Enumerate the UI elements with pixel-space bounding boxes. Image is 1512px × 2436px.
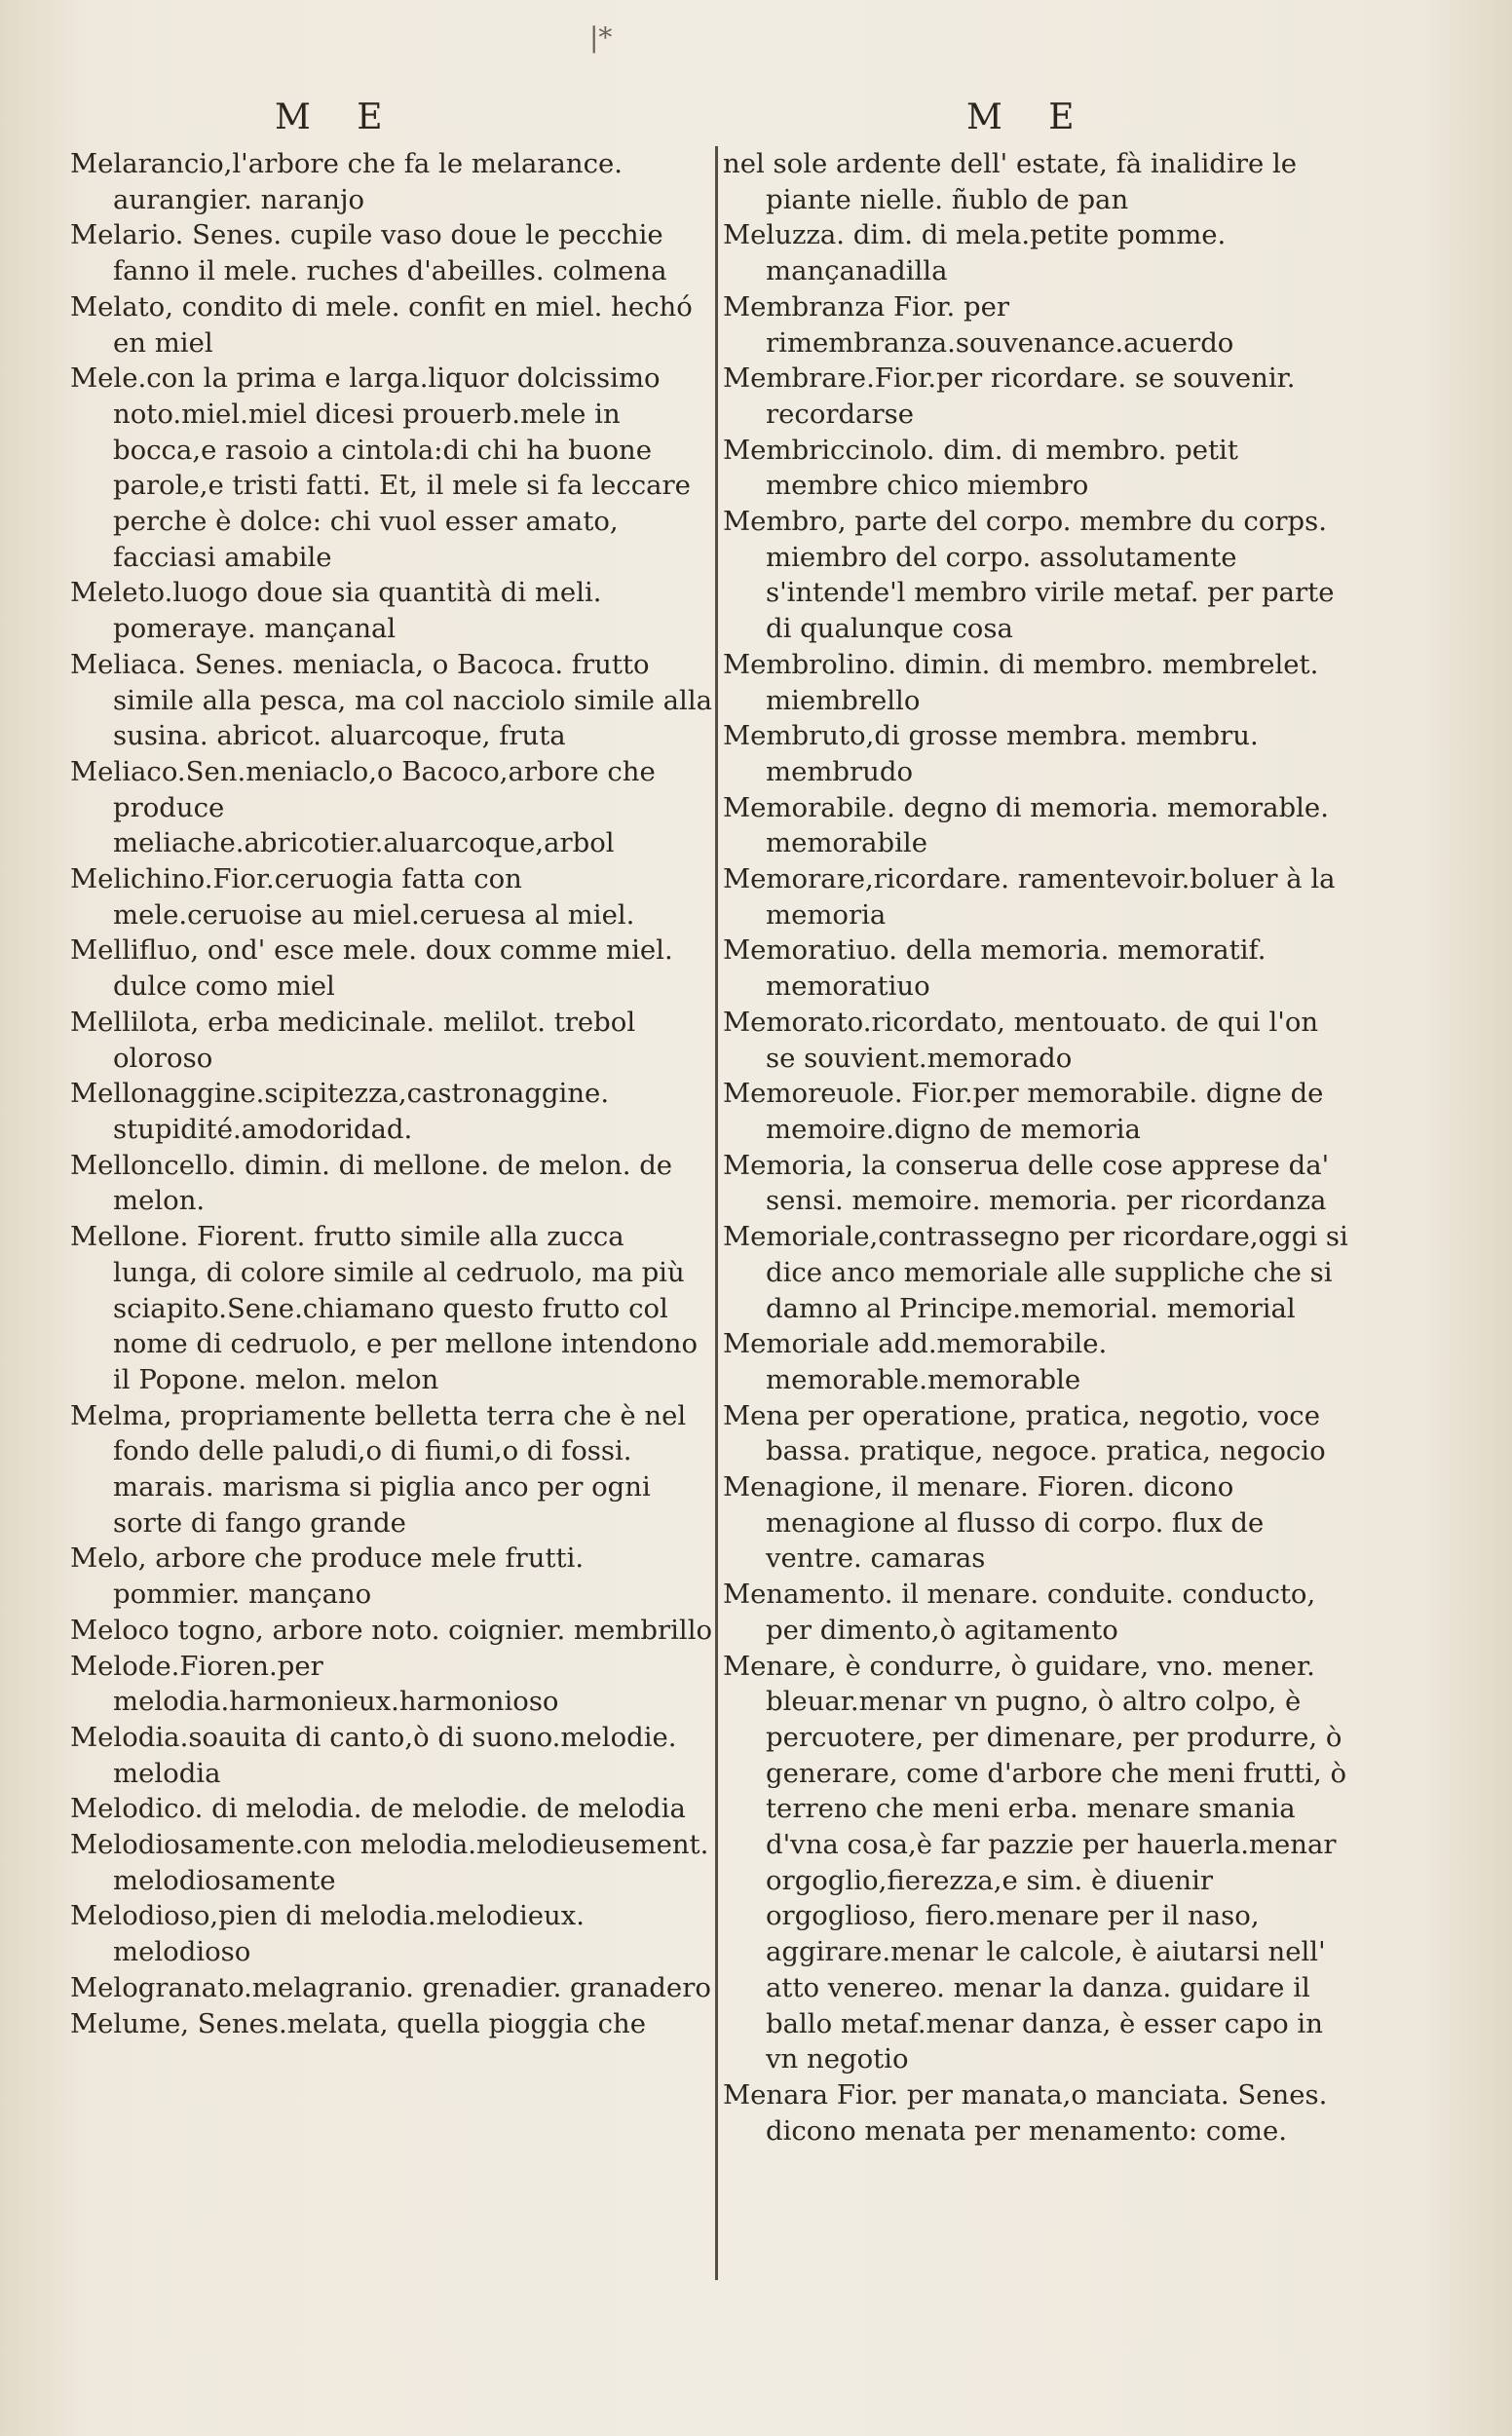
dictionary-entry: Melodiosamente.con melodia.melodieusement. melodiosamente xyxy=(70,1829,709,1896)
dictionary-entry: Melogranato.melagranio. grenadier. granadero xyxy=(70,1971,711,2003)
dictionary-entry: Melichino.Fior.ceruogia fatta con mele.ceruoise au miel.ceruesa al miel. xyxy=(70,863,635,931)
dictionary-entry: Membriccinolo. dim. di membro. petit membre chico miembro xyxy=(723,434,1238,502)
dictionary-entry: Meleto.luogo doue sia quantità di meli. pomeraye. mançanal xyxy=(70,577,602,645)
dictionary-entry: Memorabile. degno di memoria. memorable. memorabile xyxy=(723,791,1329,859)
dictionary-entry: Melode.Fioren.per melodia.harmonieux.harmonioso xyxy=(70,1650,559,1718)
dictionary-entry: Melodioso,pien di melodia.melodieux. melodioso xyxy=(70,1900,585,1968)
dictionary-entry: Memoria, la conserua delle cose apprese da' sensi. memoire. memoria. per ricordanza xyxy=(723,1149,1330,1217)
right-running-header: M E xyxy=(966,97,1092,137)
dictionary-entry: Melo, arbore che produce mele frutti. pommier. mançano xyxy=(70,1542,585,1611)
dictionary-entry: Melume, Senes.melata, quella pioggia che xyxy=(70,2007,646,2039)
top-mark: |* xyxy=(589,21,613,54)
dictionary-entry: Menare, è condurre, ò guidare, vno. mener. bleuar.menar vn pugno, ò altro colpo, è percuotere, per dimenare, per produrre, ò generare, come d'arbore che meni frutti, ò terreno che meni erba. menare smania d'vna cosa,è far pazzie per hauerla.menar orgoglio,fierezza,e sim. è diuenir orgoglioso, fiero.menare per il naso, aggirare.menar le calcole, è aiutarsi nell' atto venereo. menar la danza. guidare il ballo metaf.menar danza, è esser capo in vn negotio xyxy=(723,1650,1347,2075)
dictionary-entry: Membranza Fior. per rimembranza.souvenance.acuerdo xyxy=(723,290,1234,359)
dictionary-entry: Membrolino. dimin. di membro. membrelet. miembrello xyxy=(723,648,1319,716)
column-divider xyxy=(715,146,718,2280)
dictionary-entry: Mena per operatione, pratica, negotio, voce bassa. pratique, negoce. pratica, negocio xyxy=(723,1399,1326,1467)
dictionary-entry: Melma, propriamente belletta terra che è nel fondo delle paludi,o di fiumi,o di fossi. marais. marisma si piglia anco per ogni sorte di fango grande xyxy=(70,1399,687,1539)
left-running-header: M E xyxy=(275,97,400,137)
dictionary-entry: Memorato.ricordato, mentouato. de qui l'on se souvient.memorado xyxy=(723,1006,1319,1074)
dictionary-entry: Menamento. il menare. conduite. conducto, per dimento,ò agitamento xyxy=(723,1579,1316,1646)
dictionary-entry: Memoriale,contrassegno per ricordare,oggi si dice anco memoriale alle suppliche che si damno al Principe.memorial. memorial xyxy=(723,1221,1348,1324)
dictionary-entry: Membro, parte del corpo. membre du corps. miembro del corpo. assolutamente s'intende'l membro virile metaf. per parte di qualunque cosa xyxy=(723,506,1335,645)
right-column xyxy=(723,90,1348,2149)
dictionary-entry: Melodia.soauita di canto,ò di suono.melodie. melodia xyxy=(70,1721,677,1789)
dictionary-entry: Melarancio,l'arbore che fa le melarance. aurangier. naranjo xyxy=(70,148,624,215)
dictionary-entry: Melario. Senes. cupile vaso doue le pecchie fanno il mele. ruches d'abeilles. colmena xyxy=(70,219,667,287)
dictionary-entry: nel sole ardente dell' estate, fà inalidire le piante nielle. ñublo de pan xyxy=(723,148,1298,215)
dictionary-entry: Melato, condito di mele. confit en miel. hechó en miel xyxy=(70,290,693,359)
dictionary-entry: Memoratiuo. della memoria. memoratif. memoratiuo xyxy=(723,934,1266,1003)
dictionary-entry: Meloco togno, arbore noto. coignier. membrillo xyxy=(70,1614,713,1646)
dictionary-entry: Mellilota, erba medicinale. melilot. trebol olorosо xyxy=(70,1006,636,1074)
dictionary-entry: Mellifluo, ond' esce mele. doux comme miel. dulce como miel xyxy=(70,934,673,1003)
dictionary-entry: Menagione, il menare. Fioren. dicono menagione al flusso di corpo. flux de ventre. camaras xyxy=(723,1471,1265,1575)
dictionary-entry: Meliaca. Senes. meniacla, o Bacoca. frutto simile alla pesca, ma col nacciolo simile alla susina. abricot. aluarcoque, fruta xyxy=(70,648,713,752)
dictionary-entry: Membrare.Fior.per ricordare. se souvenir. recordarse xyxy=(723,362,1296,430)
dictionary-entry: Melloncello. dimin. di mellone. de melon. de melon. xyxy=(70,1149,673,1217)
dictionary-entry: Mele.con la prima e larga.liquor dolcissimo noto.miel.miel dicesi prouerb.mele in bocca,e rasoio a cintola:di chi ha buone parole,e tristi fatti. Et, il mele si fa leccare perche è dolce: chi vuol esser amato, facciasi amabile xyxy=(70,362,691,573)
left-column xyxy=(70,90,713,2041)
dictionary-entry: Mellone. Fiorent. frutto simile alla zucca lunga, di colore simile al cedruolo, ma più sciapito.Sene.chiamano questo frutto col nome di cedruolo, e per mellone intendono il Popone. melon. melon xyxy=(70,1221,699,1395)
dictionary-entry: Menara Fior. per manata,o manciata. Senes. dicono menata per menamento: come. xyxy=(723,2078,1328,2147)
dictionary-entry: Meliaco.Sen.meniaclo,o Bacoco,arbore che produce meliache.abricotier.aluarcoque,arbol xyxy=(70,755,656,859)
dictionary-entry: Memorare,ricordare. ramentevoir.boluer à la memoria xyxy=(723,863,1336,931)
dictionary-entry: Meluzza. dim. di mela.petite pomme. mançanadilla xyxy=(723,219,1227,287)
dictionary-entry: Membruto,di grosse membra. membru. membrudo xyxy=(723,720,1259,787)
dictionary-entry: Memoreuole. Fior.per memorabile. digne de memoire.digno de memoria xyxy=(723,1078,1324,1145)
dictionary-entry: Memoriale add.memorabile. memorable.memorable xyxy=(723,1328,1108,1395)
dictionary-entry: Mellonaggine.scipitezza,castronaggine. stupidité.amodoridad. xyxy=(70,1078,610,1145)
dictionary-entry: Melodico. di melodia. de melodie. de melodia xyxy=(70,1793,686,1825)
